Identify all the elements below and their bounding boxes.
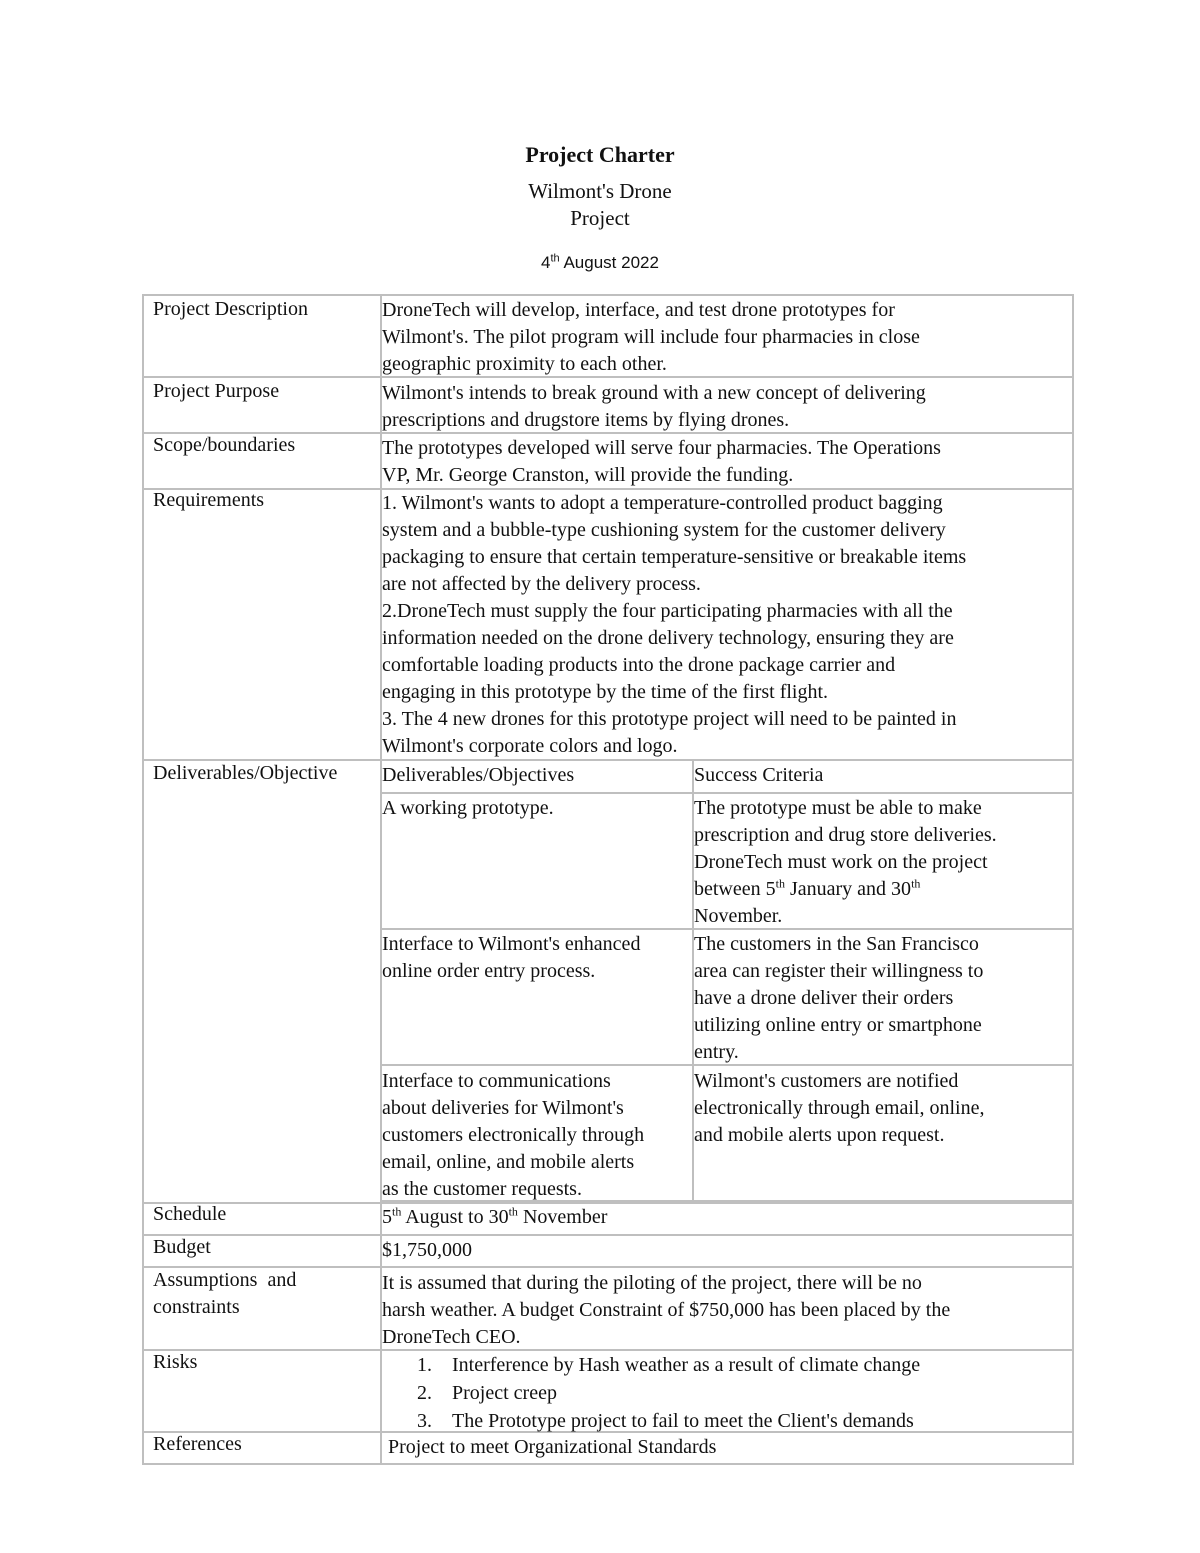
text-line: harsh weather. A budget Constraint of $750,000 has been placed by the: [382, 1299, 951, 1321]
row-label-assumptions: Assumptions and: [153, 1269, 297, 1291]
row-label-description: Project Description: [153, 298, 308, 320]
text-line: area can register their willingness to: [694, 960, 984, 982]
risks-list: [398, 1351, 920, 1435]
list-item: 2. Project creep: [417, 1382, 557, 1404]
text-line: comfortable loading products into the drone package carrier and: [382, 654, 896, 676]
text-line: online order entry process.: [382, 960, 596, 982]
text-line: prescriptions and drugstore items by flying drones.: [382, 409, 790, 431]
text-line: Wilmont's corporate colors and logo.: [382, 735, 678, 757]
references-value: Project to meet Organizational Standards: [388, 1436, 717, 1458]
row-label-purpose: Project Purpose: [153, 380, 280, 402]
label-cell: [142, 488, 382, 761]
deliverables-column-header: Deliverables/Objectives: [382, 764, 575, 786]
criteria-item: [694, 795, 997, 930]
criteria-item: [694, 1068, 984, 1149]
text-line: as the customer requests.: [382, 1178, 582, 1200]
text-line: VP, Mr. George Cranston, will provide the funding.: [382, 464, 794, 486]
row-label-budget: Budget: [153, 1236, 211, 1258]
text-line: It is assumed that during the piloting of the project, there will be no: [382, 1272, 922, 1294]
criteria-item: [694, 931, 983, 1066]
deliverable-item: [382, 931, 640, 985]
row-label-constraints: constraints: [153, 1296, 240, 1318]
row-label-requirements: Requirements: [153, 489, 265, 511]
text-line: DroneTech must work on the project: [694, 851, 988, 873]
deliverable-item: [382, 795, 554, 822]
value-cell: [380, 1234, 1074, 1268]
text-line: Wilmont's. The pilot program will include four pharmacies in close: [382, 326, 920, 348]
text-line: prescription and drug store deliveries.: [694, 824, 997, 846]
text-line: electronically through email, online,: [694, 1097, 985, 1119]
text-line: email, online, and mobile alerts: [382, 1151, 635, 1173]
text-line: 2.DroneTech must supply the four participating pharmacies with all the: [382, 600, 953, 622]
row-label-references: References: [153, 1433, 242, 1455]
text-line: 3. The 4 new drones for this prototype project will need to be painted in: [382, 708, 957, 730]
page-subtitle-line2: Project: [570, 206, 630, 230]
row-label-schedule: Schedule: [153, 1203, 227, 1225]
text-line: entry.: [694, 1041, 739, 1063]
text-line: have a drone deliver their orders: [694, 987, 954, 1009]
text-line: packaging to ensure that certain temperature-sensitive or breakable items: [382, 546, 967, 568]
schedule-value: 5th August to 30th November: [382, 1204, 608, 1228]
text-line: Wilmont's customers are notified: [694, 1070, 959, 1092]
budget-value: $1,750,000: [382, 1239, 472, 1261]
row-label-scope: Scope/boundaries: [153, 434, 296, 456]
text-line: information needed on the drone delivery technology, ensuring they are: [382, 627, 954, 649]
list-item: 3. The Prototype project to fail to meet the Client's demands: [417, 1410, 914, 1432]
requirements-text: [382, 490, 966, 760]
assumptions-text: [382, 1270, 950, 1351]
text-line: The customers in the San Francisco: [694, 933, 979, 955]
text-line: and mobile alerts upon request.: [694, 1124, 945, 1146]
text-line: The prototype must be able to make: [694, 797, 982, 819]
label-cell: [142, 759, 382, 1204]
text-line: engaging in this prototype by the time of the first flight.: [382, 681, 829, 703]
description-text: [382, 297, 920, 378]
text-line: Wilmont's intends to break ground with a new concept of delivering: [382, 382, 926, 404]
text-line: are not affected by the delivery process.: [382, 573, 701, 595]
page-date: 4th August 2022: [541, 252, 659, 272]
text-line: system and a bubble-type cushioning system for the customer delivery: [382, 519, 946, 541]
text-line: The prototypes developed will serve four pharmacies. The Operations: [382, 437, 941, 459]
scope-text: [382, 435, 941, 489]
text-line: Interface to Wilmont's enhanced: [382, 933, 641, 955]
deliverable-item: [382, 1068, 644, 1203]
text-line: customers electronically through: [382, 1124, 645, 1146]
text-line: DroneTech will develop, interface, and test drone prototypes for: [382, 299, 895, 321]
text-line: 1. Wilmont's wants to adopt a temperature-controlled product bagging: [382, 492, 943, 514]
text-line: Interface to communications: [382, 1070, 611, 1092]
text-line: utilizing online entry or smartphone: [694, 1014, 982, 1036]
text-line: November.: [694, 905, 783, 927]
text-line: A working prototype.: [382, 797, 554, 819]
success-criteria-column-header: Success Criteria: [694, 764, 824, 786]
text-line: about deliveries for Wilmont's: [382, 1097, 624, 1119]
text-line: between 5th January and 30th: [694, 876, 921, 900]
row-label-risks: Risks: [153, 1351, 198, 1373]
row-label-deliverables: Deliverables/Objective: [153, 762, 338, 784]
list-item: 1. Interference by Hash weather as a result of climate change: [417, 1354, 921, 1376]
purpose-text: [382, 380, 926, 434]
page-subtitle-line1: Wilmont's Drone: [528, 179, 672, 203]
text-line: geographic proximity to each other.: [382, 353, 667, 375]
page-title: Project Charter: [525, 142, 675, 167]
text-line: DroneTech CEO.: [382, 1326, 521, 1348]
